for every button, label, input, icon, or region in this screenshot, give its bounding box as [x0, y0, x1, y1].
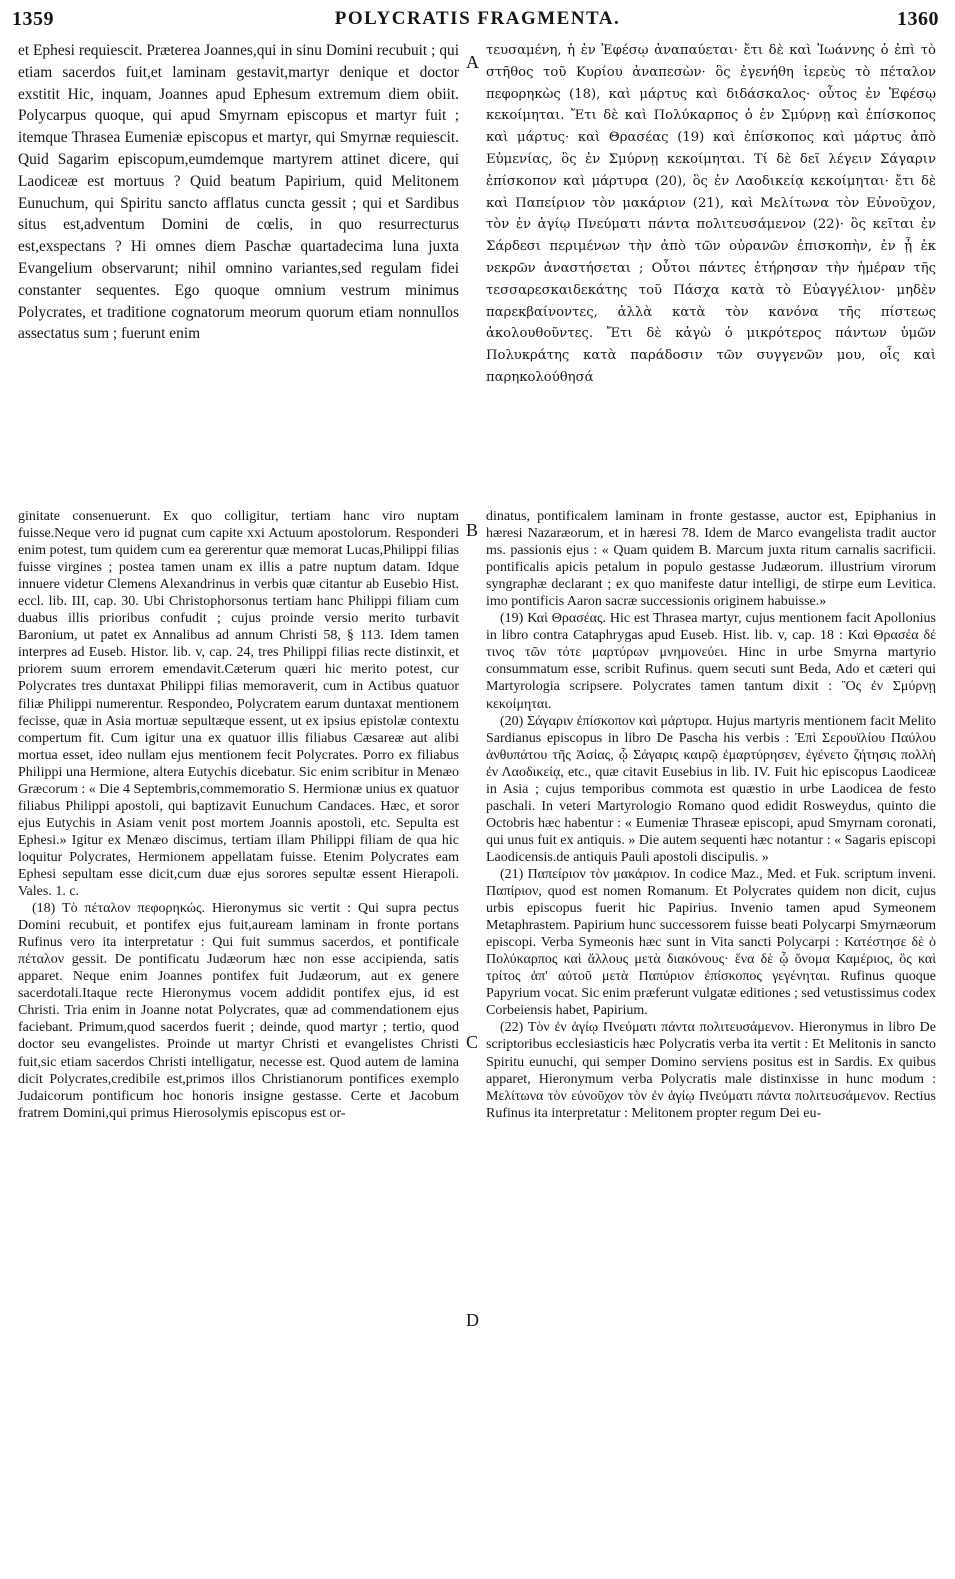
note-paragraph: ginitate consenuerunt. Ex quo colligitur, tertiam hanc viro nuptam fuisse.Neque vero id pugnat cum capite xxi Actuum apostolorum. Responderi enim potest, tum quidem cum ea gererentur quæ memorat Lucas,Philippi filias fuisse virgines ; postea tamen unam ex illis a patre nuptum datam. Idque innuere videtur Clemens Alexandrinus in verbis quæ citantur ab Eusebio Hist. eccl. lib. III, cap. 30. Ubi Christophorsonus tertiam hanc Philippi filiam cum duabus illis prioribus confudit ; cujus proinde versio merito turbavit Baronium, ut patet ex Annalibus ad annum Christi 58, § 113. Idem tamen interpres ad Euseb. Histor. lib. v, cap. 24, tres Philippi filias recte distinxit, et priorem suum errorem emendavit.Cæterum quæri hic merito potest, cur Polycrates tres duntaxat Philippi filias memoraverit, cum in Actibus quatuor filiæ Philippi numerentur. Respondeo, Polycratem earum duntaxat mentionem fecisse, quæ in Asia mortuæ sepultæque essent, ut ex ipsius epistolæ contextu compertum fit. Cum igitur una ex quatuor illis filiabus Cæsareæ aut alibi mortua esset, ideo nullam ejus mentionem fecit Polycrates. Porro ex filiabus Philippi una Hermione, altera Eutychis dicebatur. Sic enim scribitur in Menæo Græcorum : « Die 4 Septembris,commemoratio S. Hermionæ unius ex quatuor filiabus Philippi apostoli, qui baptizavit Eunuchum Candaces. Hæc, et soror ejus Eutychis in Asiam venit post mortem Joannis apostoli, etc. Sepulta est Ephesi.» Igitur ex Menæo discimus, tertiam illam Philippi filiam de qua hic loquitur Polycrates, Hermionem appellatam fuisse. Etenim Polycrates eam Ephesi sepultam esse dicit,cum duæ ejus sorores sepultæ essent Hierapoli. Vales. 1. c. — [18, 509, 459, 900]
note-paragraph: (20) Σάγαριν ἐπίσκοπον καὶ μάρτυρα. Hujus martyris mentionem facit Melito Sardianus episcopus in libro De Pascha his verbis : Ἐπὶ Σερουϊλίου Παύλου ἀνθυπάτου τῆς Ἀσίας, ᾧ Σάγαρις καιρῷ ἐμαρτύρησεν, ἐγένετο ζήτησις πολλὴ ἐν Λαοδικείᾳ, etc., quæ citavit Eusebius in lib. IV. Fuit hic episcopus Laodiceæ in Asia ; cujus temporibus commota est quæstio in urbe Laodicea de festo paschali. In veteri Martyrologio Romano quod edidit Rosweydus, quinto die Octobris hæc habentur : « Eumeniæ Thraseæ episcopi, apud Smyrnam coronati, qui unus fuit ex antiquis. » Die autem sequenti hæc notantur : « Sagaris episcopi Laodicensis.de antiquis Pauli apostoli discipulis. » — [486, 713, 936, 865]
note-paragraph: (19) Καὶ Θρασέας. Hic est Thrasea martyr, cujus mentionem facit Apollonius in libro contra Cataphrygas apud Euseb. Hist. lib. v, cap. 18 : Καὶ Θρασέα δέ τινος τῶν τότε μαρτύρων μνημονεύει. Hinc in urbe Smyrna martyrio consummatum esse, scribit Rufinus. quem secuti sunt Beda, Ado et cæteri qui Martyrologia scripsere. Polycrates tamen tantum dixit : Ὃς ἐν Σμύρνῃ κεκοίμηται. — [486, 611, 936, 712]
notes-left-column — [18, 508, 459, 1576]
notes-right-column — [486, 508, 936, 1576]
note-paragraph: (18) Τὸ πέταλον πεφορηκώς. Hieronymus sic vertit : Qui supra pectus Domini recubuit, et pontifex ejus fuit,auream laminam in fronte portans Rufinus vero ita interpretatur : Qui fuit summus sacerdos, et pontificale πέταλον gessit. De pontificatu Judæorum hæc non esse accipienda, satis apparet. Neque enim Joannes pontifex fuit Judæorum, aut ex genere sacerdotali.Itaque recte Hieronymus vocem addidit pontifex ejus, id est Christi. Tria enim in Joanne notat Polycrates, quæ ad commendationem ejus faciebant. Primum,quod sacerdos fuerit ; deinde, quod martyr ; tertio, quod doctor seu evangelistes. Proinde ut martyr Christi et evangelistes Christi fuit,sic etiam sacerdos Christi intelligatur, necesse est. Quod autem de lamina dicit Polycrates,credibile est,primos illos Christianorum pontifices exemplo Judaicorum pontificum hoc honoris insigne gestasse. Certe et Jacobum fratrem Domini,qui primus Hierosolymis episcopus est or- — [18, 901, 459, 1121]
page-number-right: 1360 — [897, 8, 939, 30]
margin-marker-b: B — [466, 520, 479, 540]
margin-marker-c: C — [466, 1032, 479, 1052]
margin-marker-d: D — [466, 1310, 479, 1330]
margin-marker-a: A — [466, 52, 479, 72]
note-paragraph: (21) Παπείριον τὸν μακάριον. In codice Maz., Med. et Fuk. scriptum inveni. Παπίριον, quod est nomen Romanum. Et Polycrates quidem non dicit, cujus urbis episcopus fuerit hic Papirius. Invenio tamen apud Symeonem Metaphrastem. Papirium hunc successorem fuisse beati Polycarpi Smyrnæorum episcopi. Verba Symeonis hæc sunt in Vita sancti Polycarpi : Κατέστησε δὲ ὁ Πολύκαρπος καὶ ἄλλους μετὰ διακόνους· ἕνα δὲ ᾧ ὄνομα Καμέριος, ὃς καὶ τρίτος ἀπ' αὐτοῦ μετὰ Παπύριον ἐπίσκοπος γεγένηται. Rufinus quoque Papyrium vocat. Sic enim præferunt vulgatæ editiones ; sed vetustissimus codex Corbeiensis habet, Papirium. — [486, 866, 936, 1019]
running-title: POLYCRATIS FRAGMENTA. — [334, 8, 621, 29]
note-paragraph: dinatus, pontificalem laminam in fronte gestasse, auctor est, Epiphanius in hæresi Nazaræorum, et in hæresi 78. Idem de Marco evangelista tradit auctor ms. passionis ejus : « Quam quidem B. Marcum juxta ritum carnalis sacrificii. pontificalis apicis petalum in populo gestasse Judæorum. illustrium virorum syngraphæ declarant ; ex quo manifeste datur intelligi, de stirpe eum Levitica. imo pontificis Aaron sacræ successionis originem habuisse.» — [486, 509, 936, 610]
note-paragraph: (22) Τὸν ἐν ἁγίῳ Πνεύματι πάντα πολιτευσάμενον. Hieronymus in libro De scriptoribus ecclesiasticis hæc Polycratis verba ita vertit : Et Melitonis in sancto Spiritu eunuchi, qui semper Domino serviens positus est in Sardis. Ex quibus apparet, Hieronymum verba Polycratis male distinxisse in hunc modum : Μελίτωνα τὸν εὐνοῦχον τὸν ἐν ἁγίῳ Πνεύματι πάντα πολιτευσάμενον. Rectius Rufinus ita interpretatur : Melitonem propter regum Dei eu- — [486, 1020, 936, 1121]
greek-original-text: τευσαμένη, ἡ ἐν Ἐφέσῳ ἀναπαύεται· ἔτι δὲ καὶ Ἰωάννης ὁ ἐπὶ τὸ στῆθος τοῦ Κυρίου ἀναπεσὼν· ὃς ἐγενήθη ἱερεὺς τὸ πέταλον πεφορηκὼς (18), καὶ μάρτυς καὶ διδάσκαλος· οὗτος ἐν Ἐφέσῳ κεκοίμηται. Ἔτι δὲ καὶ Πολύκαρπος ὁ ἐν Σμύρνῃ καὶ ἐπίσκοπος καὶ μάρτυς· καὶ Θρασέας (19) καὶ ἐπίσκοπος καὶ μάρτυς ἀπὸ Εὐμενίας, ὃς ἐν Σμύρνῃ κεκοίμηται. Τί δὲ δεῖ λέγειν Σάγαριν ἐπίσκοπον καὶ μάρτυρα (20), ὃς ἐν Λαοδικείᾳ κεκοίμηται· ἔτι δὲ καὶ Παπείριον τὸν μακάριον (21), καὶ Μελίτωνα τὸν Εὐνοῦχον, τὸν ἐν ἁγίῳ Πνεύματι πάντα πολιτευσάμενον (22)· ὃς κεῖται ἐν Σάρδεσι περιμένων τὴν ἀπὸ τῶν οὐρανῶν ἐπισκοπὴν, ἐν ᾗ ἐκ νεκρῶν ἀναστήσεται ; Οὗτοι πάντες ἐτήρησαν τὴν ἡμέραν τῆς τεσσαρεσκαιδεκάτης τοῦ Πάσχα κατὰ τὸ Εὐαγγέλιον· μηδὲν παρεκβαίνοντες, ἀλλὰ κατὰ τὸν κανόνα τῆς πίστεως ἀκολουθοῦντες. Ἔτι δὲ κἀγὼ ὁ μικρότερος πάντων ὑμῶν Πολυκράτης κατὰ παράδοσιν τῶν συγγενῶν μου, οἷς καὶ παρηκολούθησά — [486, 43, 936, 385]
latin-translation-text: et Ephesi requiescit. Præterea Joannes,qui in sinu Domini recubuit ; qui etiam sacerdos fuit,et laminam gestavit,martyr denique et doctor exstitit Hic, inquam, Joannes apud Ephesum extremum diem obiit. Polycarpus quoque, qui apud Smyrnam episcopus et martyr fuit ; itemque Thrasea Eumeniæ episcopus et martyr, qui Smyrnæ requiescit. Quid Sagarim episcopum,eumdemque martyrem attinet dicere, qui Laodiceæ est mortuus ? Quid beatum Papirium, quid Melitonem Eunuchum, qui Spiritu sancto afflatus cuncta gessit ; qui et Sardibus situs est,adventum Domini de cœlis, in quo resurrecturus est,exspectans ? Hi omnes diem Paschæ quartadecima luna juxta Evangelium observarunt; nihil omnino variantes,sed regulam fidei constanter sequentes. Ego quoque omnium vestrum minimus Polycrates, et traditione cognatorum meorum quorum etiam nonnullos assectatus sum ; fuerunt enim — [18, 42, 459, 343]
running-header — [10, 6, 945, 36]
greek-text-column — [486, 40, 936, 500]
latin-translation-column — [18, 40, 459, 500]
page-number-left: 1359 — [12, 8, 54, 30]
